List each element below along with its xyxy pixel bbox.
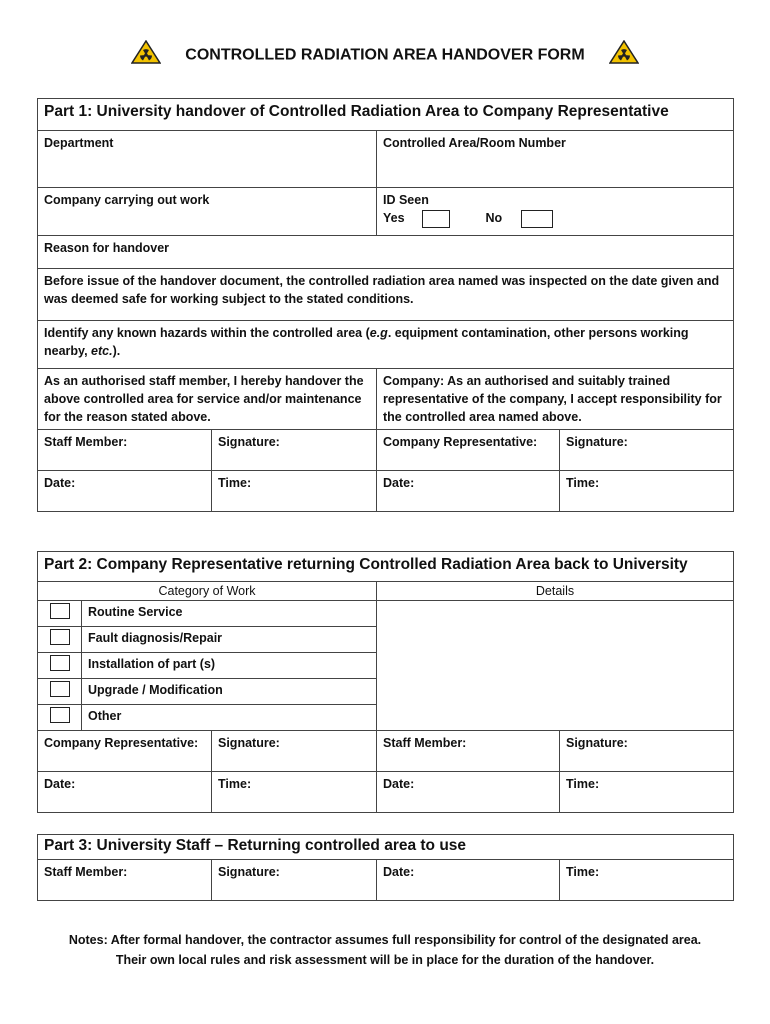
reason-label: Reason for handover <box>44 241 170 255</box>
no-label: No <box>485 211 503 225</box>
signature-field[interactable] <box>212 860 377 901</box>
company-time-field[interactable] <box>560 471 734 512</box>
inspection-statement: Before issue of the handover document, the controlled radiation area named was inspected on the date given and was deemed safe for working subject to the stated conditions. <box>38 269 734 321</box>
time-label: Time: <box>566 777 600 791</box>
date-field[interactable] <box>377 860 560 901</box>
upgrade-checkbox[interactable] <box>50 681 70 697</box>
staff-member-field[interactable] <box>38 430 212 471</box>
time-label: Time: <box>218 476 252 490</box>
time-field[interactable] <box>560 860 734 901</box>
part2-table <box>37 551 734 813</box>
radiation-warning-icon <box>131 40 161 71</box>
notes-line-2: Their own local rules and risk assessment will be in place for the duration of the handover. <box>115 953 655 967</box>
form-title: CONTROLLED RADIATION AREA HANDOVER FORM <box>185 46 585 64</box>
staff-member-field[interactable] <box>38 860 212 901</box>
date-label: Date: <box>44 476 76 490</box>
company-rep-field[interactable] <box>377 430 560 471</box>
category-checkbox-cell <box>38 679 82 705</box>
part2-heading: Part 2: Company Representative returning Controlled Radiation Area back to University <box>38 552 734 582</box>
category-checkbox-cell <box>38 653 82 679</box>
staff-date-field[interactable] <box>38 471 212 512</box>
category-label: Installation of part (s) <box>82 653 377 679</box>
date-label: Date: <box>383 865 415 879</box>
signature-label: Signature: <box>218 435 280 449</box>
company-label: Company carrying out work <box>44 193 210 207</box>
staff-member-label: Staff Member: <box>44 435 128 449</box>
date-label: Date: <box>383 476 415 490</box>
company-rep-field[interactable] <box>38 731 212 772</box>
date-label: Date: <box>44 777 76 791</box>
company-date-field[interactable] <box>38 772 212 813</box>
company-rep-label: Company Representative: <box>44 736 199 750</box>
date-label: Date: <box>383 777 415 791</box>
part3-heading: Part 3: University Staff – Returning controlled area to use <box>38 835 734 860</box>
company-rep-label: Company Representative: <box>383 435 538 449</box>
yes-label: Yes <box>383 211 405 225</box>
other-checkbox[interactable] <box>50 707 70 723</box>
radiation-warning-icon <box>609 40 639 71</box>
company-time-field[interactable] <box>212 772 377 813</box>
hazards-field[interactable] <box>38 321 734 369</box>
hazards-prefix: Identify any known hazards within the controlled area ( <box>44 326 370 340</box>
notes-line-1: Notes: After formal handover, the contractor assumes full responsibility for control of the designated area. <box>68 933 702 947</box>
id-seen-cell <box>377 188 734 236</box>
category-checkbox-cell <box>38 601 82 627</box>
notes <box>20 930 750 970</box>
staff-statement: As an authorised staff member, I hereby handover the above controlled area for service and/or maintenance for the reason stated above. <box>38 369 377 430</box>
fault-diagnosis-checkbox[interactable] <box>50 629 70 645</box>
category-label: Other <box>82 705 377 731</box>
category-label: Routine Service <box>82 601 377 627</box>
signature-label: Signature: <box>566 736 628 750</box>
hazards-eg: e.g <box>369 326 388 340</box>
staff-time-field[interactable] <box>560 772 734 813</box>
time-label: Time: <box>566 865 600 879</box>
room-number-label: Controlled Area/Room Number <box>383 136 566 150</box>
category-label: Fault diagnosis/Repair <box>82 627 377 653</box>
category-checkbox-cell <box>38 705 82 731</box>
staff-date-field[interactable] <box>377 772 560 813</box>
part1-heading: Part 1: University handover of Controlled Radiation Area to Company Representative <box>38 99 734 131</box>
department-label: Department <box>44 136 114 150</box>
form-title-row <box>0 40 770 71</box>
staff-member-field[interactable] <box>377 731 560 772</box>
category-header: Category of Work <box>38 582 377 601</box>
company-field[interactable] <box>38 188 377 236</box>
id-seen-label: ID Seen <box>383 193 429 207</box>
part1-table <box>37 98 734 512</box>
staff-time-field[interactable] <box>212 471 377 512</box>
company-signature-field[interactable] <box>212 731 377 772</box>
room-number-field[interactable] <box>377 131 734 188</box>
category-checkbox-cell <box>38 627 82 653</box>
staff-member-label: Staff Member: <box>383 736 467 750</box>
reason-field[interactable] <box>38 236 734 269</box>
company-date-field[interactable] <box>377 471 560 512</box>
routine-service-checkbox[interactable] <box>50 603 70 619</box>
time-label: Time: <box>218 777 252 791</box>
company-statement: Company: As an authorised and suitably trained representative of the company, I accept responsibility for the controlled area named above. <box>377 369 734 430</box>
signature-label: Signature: <box>218 865 280 879</box>
signature-label: Signature: <box>566 435 628 449</box>
hazards-etc: etc. <box>91 344 113 358</box>
details-header: Details <box>377 582 734 601</box>
department-field[interactable] <box>38 131 377 188</box>
part3-table <box>37 834 734 901</box>
time-label: Time: <box>566 476 600 490</box>
staff-member-label: Staff Member: <box>44 865 128 879</box>
staff-signature-field[interactable] <box>212 430 377 471</box>
installation-checkbox[interactable] <box>50 655 70 671</box>
signature-label: Signature: <box>218 736 280 750</box>
details-field[interactable] <box>377 601 734 731</box>
id-seen-no-checkbox[interactable] <box>521 210 553 228</box>
staff-signature-field[interactable] <box>560 731 734 772</box>
id-seen-yes-checkbox[interactable] <box>422 210 450 228</box>
hazards-suffix: ). <box>112 344 121 358</box>
hazards-mid: . equipment contamination, other persons working nearby, <box>44 326 689 358</box>
company-signature-field[interactable] <box>560 430 734 471</box>
category-label: Upgrade / Modification <box>82 679 377 705</box>
